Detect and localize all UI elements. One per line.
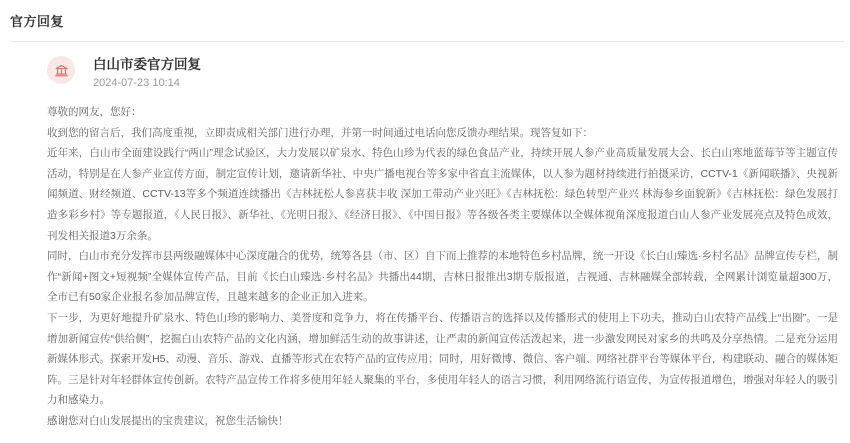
reply-paragraph-brand-column: 同时，白山市充分发挥市县两级融媒体中心深度融合的优势，统筹各县（市、区）自下而上推荐的本地特色乡村品牌，统一开设《长白山臻选·乡村名品》品牌宣传专栏，制作“新闻+图文+短视频”全媒体宣传产品，目前《长白山臻选·乡村名品》共播出44期，吉林日报推出3期专版报道，吉视通、吉林融媒全部转载，全网累计浏览量超300万，全市已有50家企业报名参加品牌宣传，且越来越多的企业正加入进来。 bbox=[47, 250, 838, 304]
reply-paragraph-greeting: 尊敬的网友，您好： bbox=[47, 106, 142, 118]
reply-card bbox=[0, 42, 850, 432]
reply-paragraph-intro: 收到您的留言后，我们高度重视，立即责成相关部门进行办理，并第一时间通过电话向您反馈办理结果。现答复如下： bbox=[47, 126, 593, 139]
reply-meta bbox=[93, 56, 201, 90]
page-header bbox=[0, 0, 850, 41]
reply-paragraph-next-steps: 下一步，为更好地提升矿泉水、特色山珍的影响力、美誉度和竞争力，将在传播平台、传播语言的选择以及传播形式的使用上下功夫，推动白山农特产品线上“出圈”。一是增加新闻宣传“供给侧”，挖掘白山农特产品的文化内涵，增加鲜活生动的故事讲述，让严肃的新闻宣传活泼起来，进一步激发网民对家乡的共鸣及分享热情。二是充分运用新媒体形式。探索开发H5、动漫、音乐、游戏、直播等形式在农特产品的宣传应用；同时，用好微博、微信、客户端、网络社群平台等媒体平台，构建联动、融合的媒体矩阵。三是针对年轻群体宣传创新。农特产品宣传工作将多使用年轻人聚集的平台，多使用年轻人的语言习惯，利用网络流行语宣传，为宣传报道增色，增强对年轻人的吸引力和感染力。 bbox=[47, 311, 838, 407]
reply-paragraph-closing: 感谢您对白山发展提出的宝贵建议，祝您生活愉快！ bbox=[47, 414, 289, 427]
reply-timestamp: 2024-07-23 10:14 bbox=[93, 77, 180, 89]
reply-body bbox=[47, 102, 838, 432]
reply-header bbox=[47, 56, 837, 90]
page-title: 官方回复 bbox=[10, 14, 65, 29]
reply-paragraph-achievements: 近年来，白山市全面建设践行“两山”理念试验区，大力发展以矿泉水、特色山珍为代表的绿色食品产业，持续开展人参产业高质量发展大会、长白山寒地蓝莓节等主题宣传活动，特别是在人参产业宣传方面，制定宣传计划，邀请新华社、中央广播电视台等多家中省直主流媒体，以人参为题材持续进行拍摄采访，CCTV-1《新闻联播》、央视新闻频道、财经频道、CCTV-13等多个频道连续播出《吉林抚松人参喜获丰收 深加工带动产业兴旺》《吉林抚松：绿色转型产业兴 林海参乡面貌新》《吉林抚松：绿色发展打造多彩乡村》等专题报道，《人民日报》、新华社、《光明日报》、《经济日报》、《中国日报》等各级各类主要媒体以全媒体视角深度报道白山人参产业发展亮点及特色成效，刊发相关报道3万余条。 bbox=[47, 147, 838, 242]
reply-author: 白山市委官方回复 bbox=[93, 57, 201, 72]
avatar bbox=[47, 56, 75, 84]
government-building-icon bbox=[54, 63, 69, 78]
